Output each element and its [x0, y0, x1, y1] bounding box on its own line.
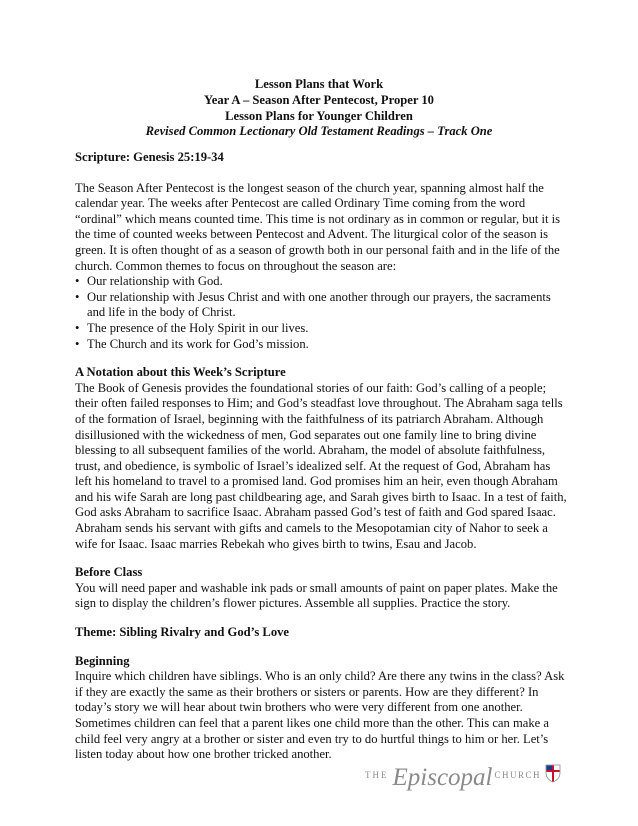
scripture-heading: Scripture: Genesis 25:19-34	[75, 150, 224, 164]
bullet-icon: •	[75, 274, 80, 289]
notation-heading: A Notation about this Week’s Scripture	[75, 365, 286, 380]
notation-paragraph: The Book of Genesis provides the foundational stories of our faith: God’s calling of a people; their often failed responses to Him; and God’s steadfast love throughout. The Abraham saga tells of the formation of Israel, beginning with the faithfulness of its patriarch Abraham. Although disillusioned with the wickedness of men, God separates out one family line to bring divine blessing to all subsequent families of the world. Abraham, the model of absolute faithfulness, trust, and obedience, is symbolic of Israel’s idealized self. At the request of God, Abraham has left his homeland to travel to a promised land. God promises him an heir, even though Abraham and his wife Sarah are long past childbearing age, and Sarah gives birth to Isaac. In a test of faith, God asks Abraham to sacrifice Isaac. Abraham passed God’s test of faith and God spared Isaac. Abraham sends his servant with gifts and camels to the Mesopotamian city of Nahor to seek a wife for Isaac. Isaac marries Rebekah who gives birth to twins, Esau and Jacob.	[75, 380, 567, 551]
bullet-icon: •	[75, 289, 80, 304]
list-item: • The presence of the Holy Spirit in our lives.	[75, 320, 309, 335]
theme-heading: Theme: Sibling Rivalry and God’s Love	[75, 625, 290, 640]
bullet-icon: •	[75, 336, 80, 351]
beginning-paragraph: Inquire which children have siblings. Who is an only child? Are there any twins in the class? Ask if they are exactly the same as their brothers or sisters or parents. How are they different? In today’s story we will hear about twin brothers who were very different from one another. Sometimes children can feel that a parent likes one child more than the other. This can make a child feel very angry at a brother or sister and even try to do hurtful things to him or her. Let’s listen today about how one brother tricked another.	[75, 669, 565, 762]
before-class-paragraph: You will need paper and washable ink pads or small amounts of paint on paper plates. Make the sign to display the children’s flower pictures. Assemble all supplies. Practice the story.	[75, 580, 558, 611]
logo-episcopal: Episcopal	[392, 764, 493, 791]
logo-church: CHURCH	[494, 770, 542, 781]
before-class-heading: Before Class	[75, 565, 143, 580]
header-audience: Lesson Plans for Younger Children	[225, 108, 413, 123]
logo-the: THE	[365, 770, 389, 781]
season-intro-paragraph: The Season After Pentecost is the longest season of the church year, spanning almost half the calendar year. The weeks after Pentecost are called Ordinary Time coming from the word “ordinal” which means counted time. This time is not ordinary as in common or regular, but it is the time of counted weeks between Pentecost and Advent. The liturgical color of the season is green. It is often thought of as a season of growth both in our personal faith and in the life of the church. Common themes to focus on throughout the season are:	[75, 180, 561, 273]
header-title: Lesson Plans that Work	[254, 77, 384, 91]
list-item: • Our relationship with God.	[75, 274, 223, 289]
episcopal-shield-icon	[545, 764, 561, 788]
themes-list	[75, 274, 569, 352]
episcopal-church-logo	[365, 760, 565, 790]
header-season: Year A – Season After Pentecost, Proper 10	[204, 92, 434, 107]
bullet-icon: •	[75, 320, 80, 335]
document-body	[75, 150, 569, 763]
beginning-heading: Beginning	[75, 653, 130, 668]
list-item: • The Church and its work for God’s mission.	[75, 336, 309, 351]
document-header	[0, 77, 638, 140]
list-item: • Our relationship with Jesus Christ and with one another through our prayers, the sacraments and life in the body of Christ.	[75, 289, 551, 320]
header-lectionary: Revised Common Lectionary Old Testament Readings – Track One	[145, 124, 493, 139]
